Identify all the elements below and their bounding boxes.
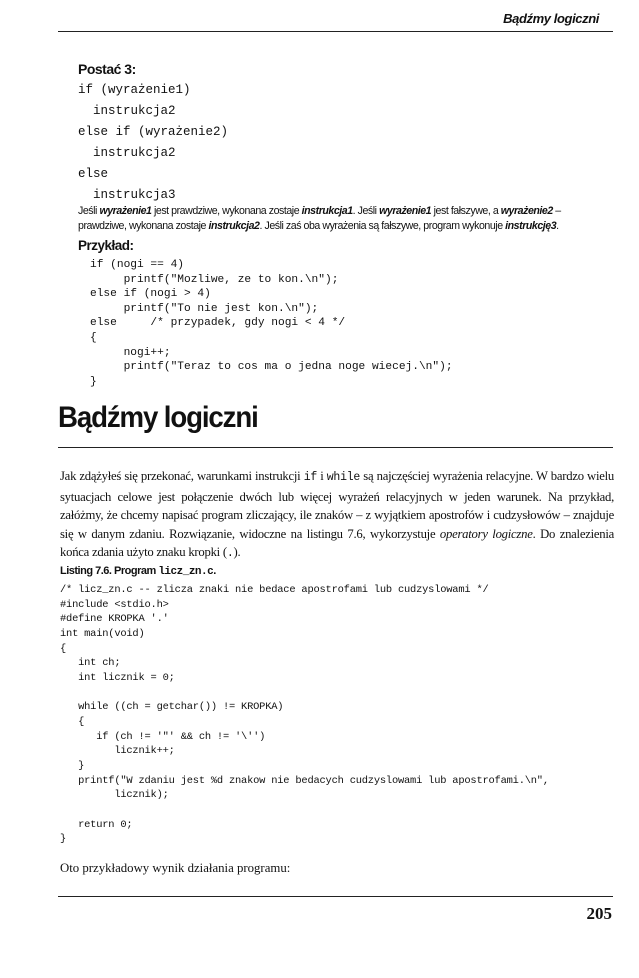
listing-caption: Listing 7.6. Program licz_zn.c. [60,565,216,578]
postac-label: Postać 3: [78,61,136,77]
header-rule [58,31,613,32]
section-title: Bądźmy logiczni [58,401,258,434]
outro-text: Oto przykładowy wynik działania programu: [60,861,291,875]
listing-code-block: /* licz_zn.c -- zlicza znaki nie bedace apostrofami lub cudzyslowami */ #include <stdio.h> #define KROPKA '.' int main(void) { int ch; int licznik = 0; while ((ch = getchar()) != KROPKA) { if (ch != '"' && ch != '\'') licznik++; } printf("W zdaniu jest %d znakow nie bedacych cudzyslowami lub apostrofami.\n", licznik); return 0; } [60,584,549,846]
example-code-block: if (nogi == 4) printf("Mozliwe, ze to kon.\n"); else if (nogi > 4) printf("To nie jest kon.\n"); else /* przypadek, gdy nogi < 4 */ { nogi++; printf("Teraz to cos ma o jedna noge wiecej.\n"); } [90,259,453,388]
postac-code-block: if (wyrażenie1) instrukcja2 else if (wyrażenie2) instrukcja2 else instrukcja3 [78,83,229,202]
header-title: Bądźmy logiczni [503,11,599,26]
postac-description: Jeśli wyrażenie1 jest prawdziwe, wykonana zostaje instrukcja1. Jeśli wyrażenie1 jest fałszywe, a wyrażenie2 – prawdziwe, wykonana zostaje instrukcja2. Jeśli zaś oba wyrażenia są fałszywe, program wykonuje instrukcję3. [78,205,561,232]
section-paragraph: Jak zdążyłeś się przekonać, warunkami instrukcji if i while są najczęściej wyrażenia relacyjne. W bardzo wielu sytuacjach celowe jest połączenie dwóch lub więcej wyrażeń relacyjnych w jeden warunek. Na przykład, załóżmy, że chcemy napisać program zliczający, ile znaków – z wyjątkiem apostrofów i cudzysłowów – znajduje się w danym zdaniu. Rozwiązanie, widoczne na listingu 7.6, wykorzystuje operatory logiczne. Do znalezienia końca zdania użyto znaku kropki (.). [60,469,615,560]
section-title-rule [58,447,613,448]
example-label: Przykład: [78,238,134,253]
footer-rule [58,896,613,897]
page-number: 205 [586,904,612,923]
